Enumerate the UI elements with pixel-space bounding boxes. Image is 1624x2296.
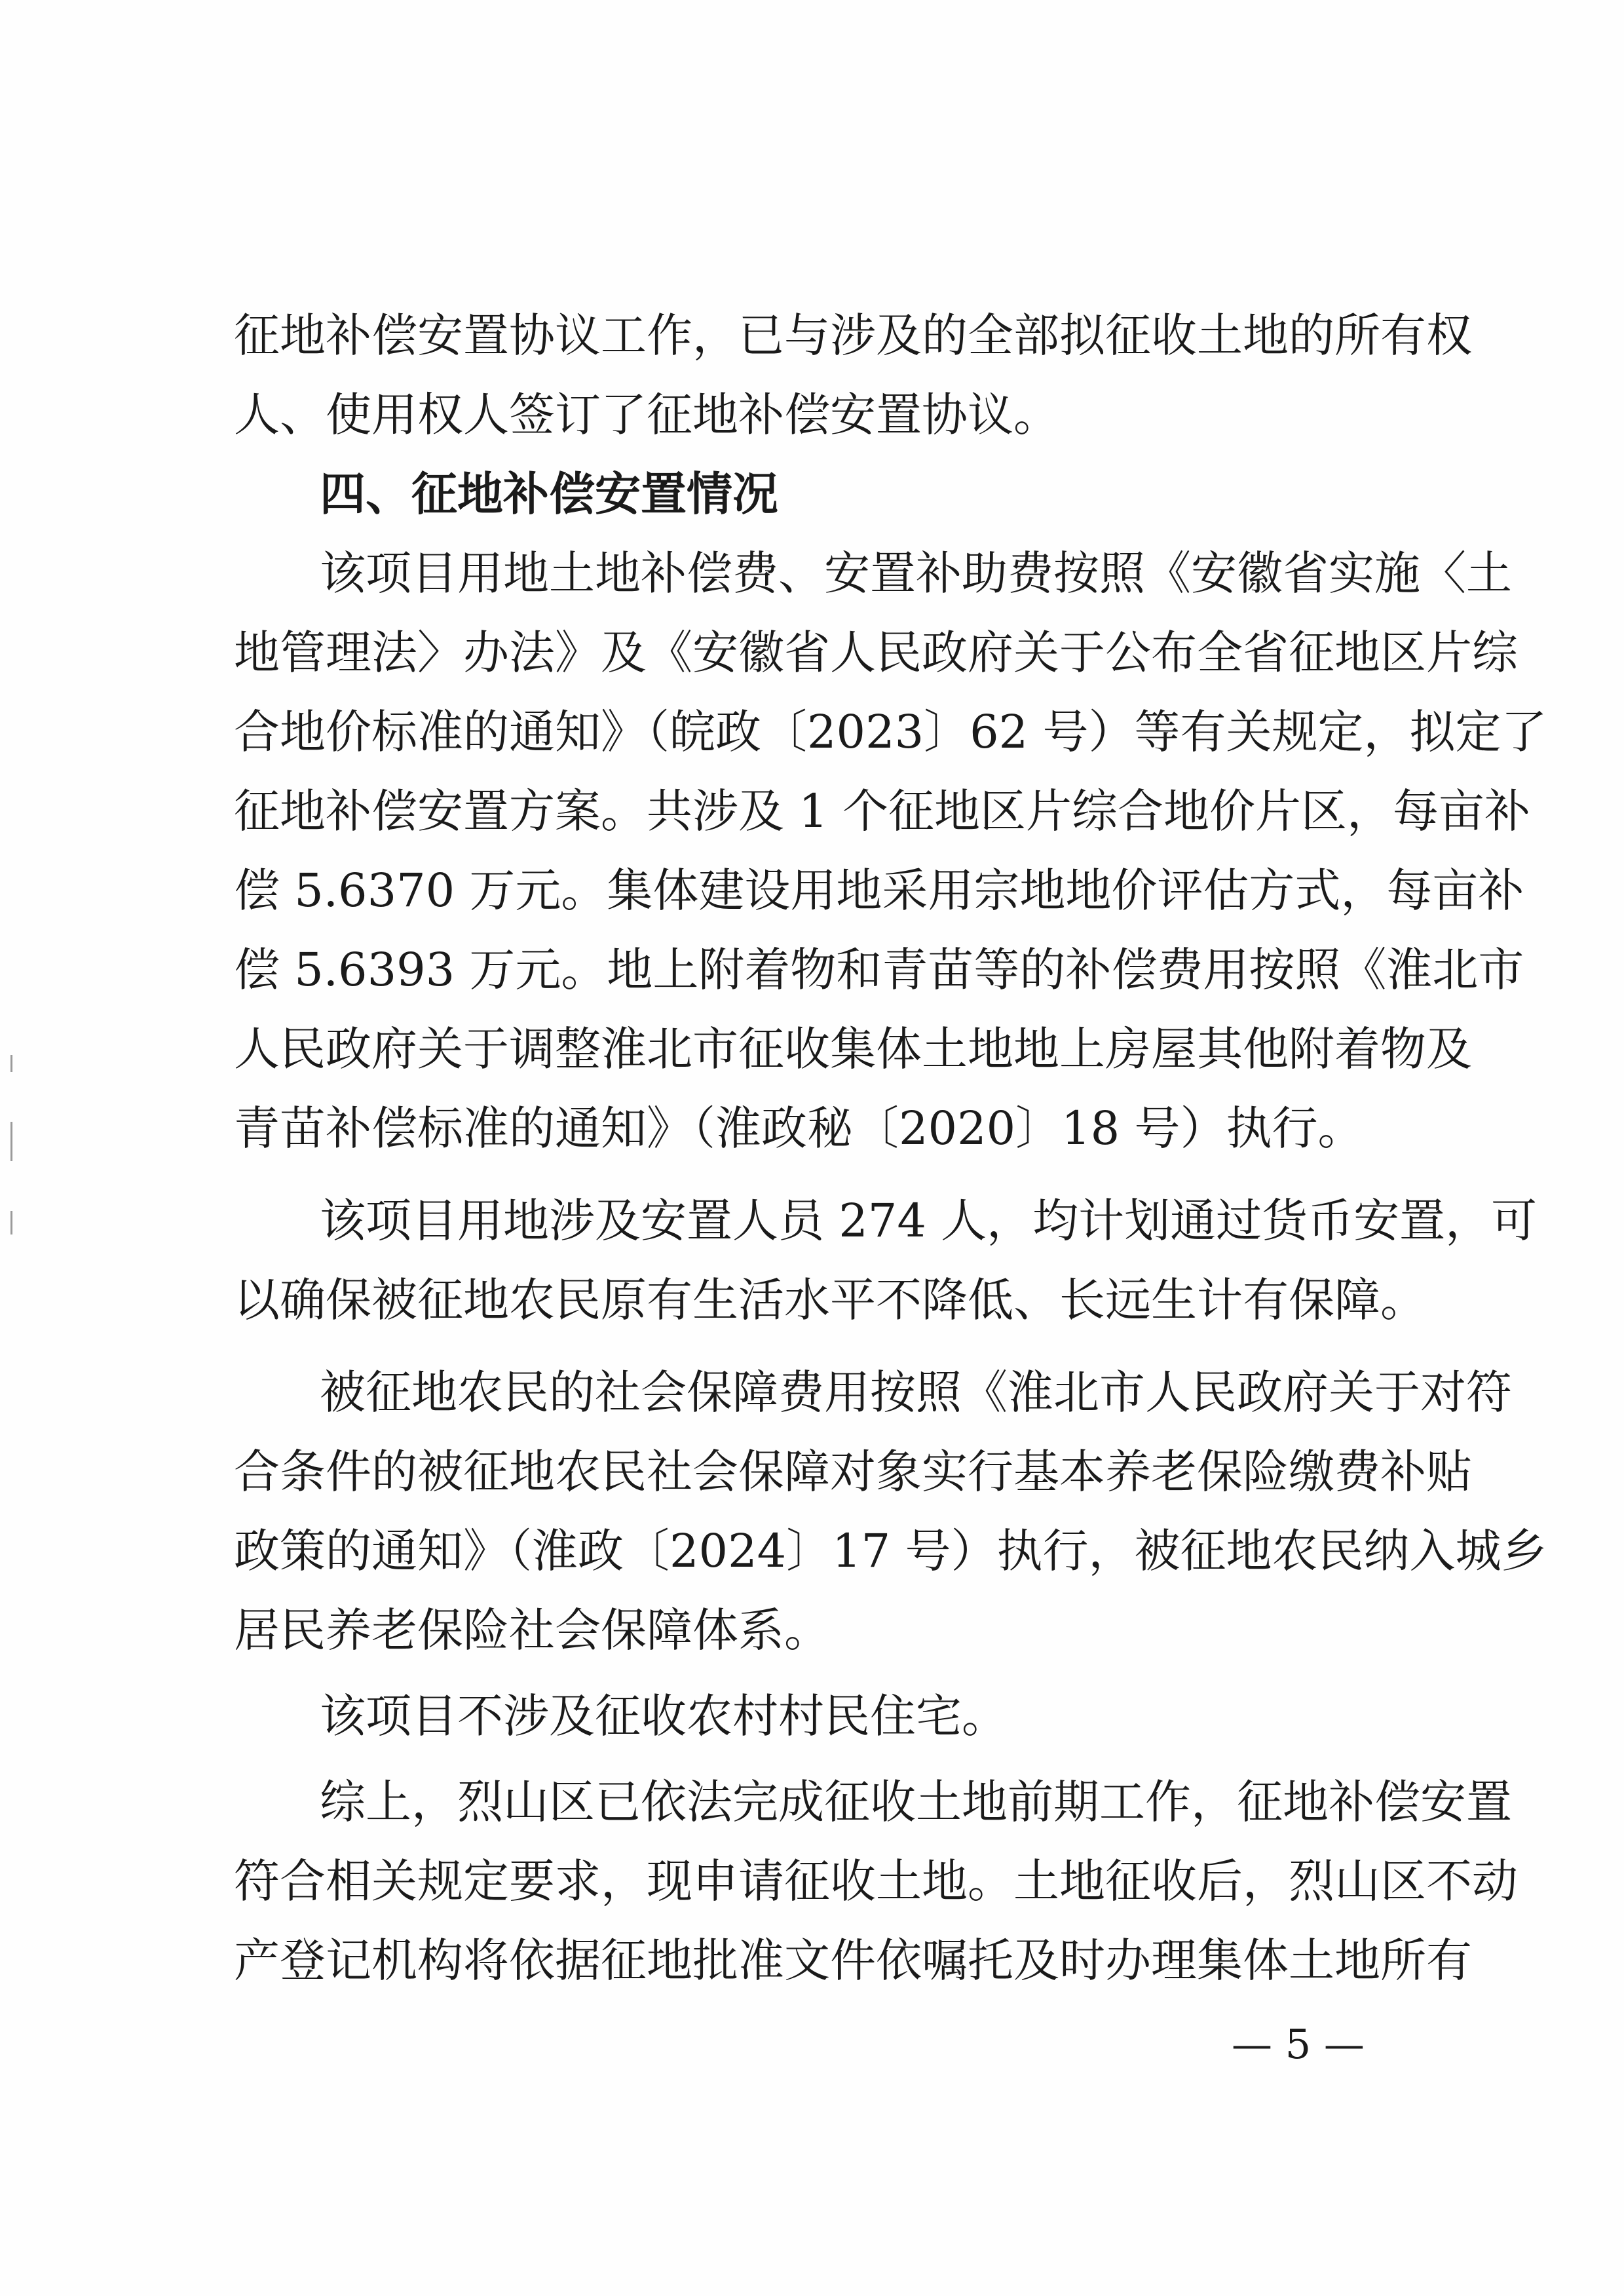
scan-margin-mark <box>10 1122 12 1161</box>
body-line: 该项目用地涉及安置人员 274 人，均计划通过货币安置，可 <box>320 1194 1538 1248</box>
body-line: 偿 5.6393 万元。地上附着物和青苗等的补偿费用按照《淮北市 <box>234 943 1524 997</box>
body-line: 该项目用地土地补偿费、安置补助费按照《安徽省实施〈土 <box>320 546 1512 600</box>
section-heading: 四、征地补偿安置情况 <box>320 467 778 521</box>
body-line: 人、使用权人签订了征地补偿安置协议。 <box>234 388 1059 442</box>
body-line: 地管理法〉办法》及《安徽省人民政府关于公布全省征地区片综 <box>234 626 1518 679</box>
body-line: 被征地农民的社会保障费用按照《淮北市人民政府关于对符 <box>320 1366 1512 1419</box>
body-line: 人民政府关于调整淮北市征收集体土地地上房屋其他附着物及 <box>234 1022 1472 1076</box>
scan-margin-mark <box>10 1055 12 1072</box>
body-line: 征地补偿安置协议工作，已与涉及的全部拟征收土地的所有权 <box>234 309 1472 362</box>
body-line: 征地补偿安置方案。共涉及 1 个征地区片综合地价片区，每亩补 <box>234 784 1531 838</box>
body-line: 综上，烈山区已依法完成征收土地前期工作，征地补偿安置 <box>320 1775 1512 1829</box>
body-line: 合地价标准的通知》（皖政〔2023〕62 号）等有关规定，拟定了 <box>234 705 1547 759</box>
body-line: 合条件的被征地农民社会保障对象实行基本养老保险缴费补贴 <box>234 1445 1472 1499</box>
body-line: 以确保被征地农民原有生活水平不降低、长远生计有保障。 <box>234 1273 1426 1327</box>
scan-margin-mark <box>10 1211 12 1234</box>
body-line: 居民养老保险社会保障体系。 <box>234 1603 830 1657</box>
body-line: 该项目不涉及征收农村村民住宅。 <box>320 1689 1008 1743</box>
body-line: 产登记机构将依据征地批准文件依嘱托及时办理集体土地所有 <box>234 1934 1472 1987</box>
body-line: 偿 5.6370 万元。集体建设用地采用宗地地价评估方式，每亩补 <box>234 864 1524 917</box>
body-line: 青苗补偿标准的通知》（淮政秘〔2020〕18 号）执行。 <box>234 1101 1364 1155</box>
body-line: 政策的通知》（淮政〔2024〕17 号）执行，被征地农民纳入城乡 <box>234 1524 1547 1578</box>
page-number: — 5 — <box>1232 2020 1365 2068</box>
body-line: 符合相关规定要求，现申请征收土地。土地征收后，烈山区不动 <box>234 1854 1518 1908</box>
